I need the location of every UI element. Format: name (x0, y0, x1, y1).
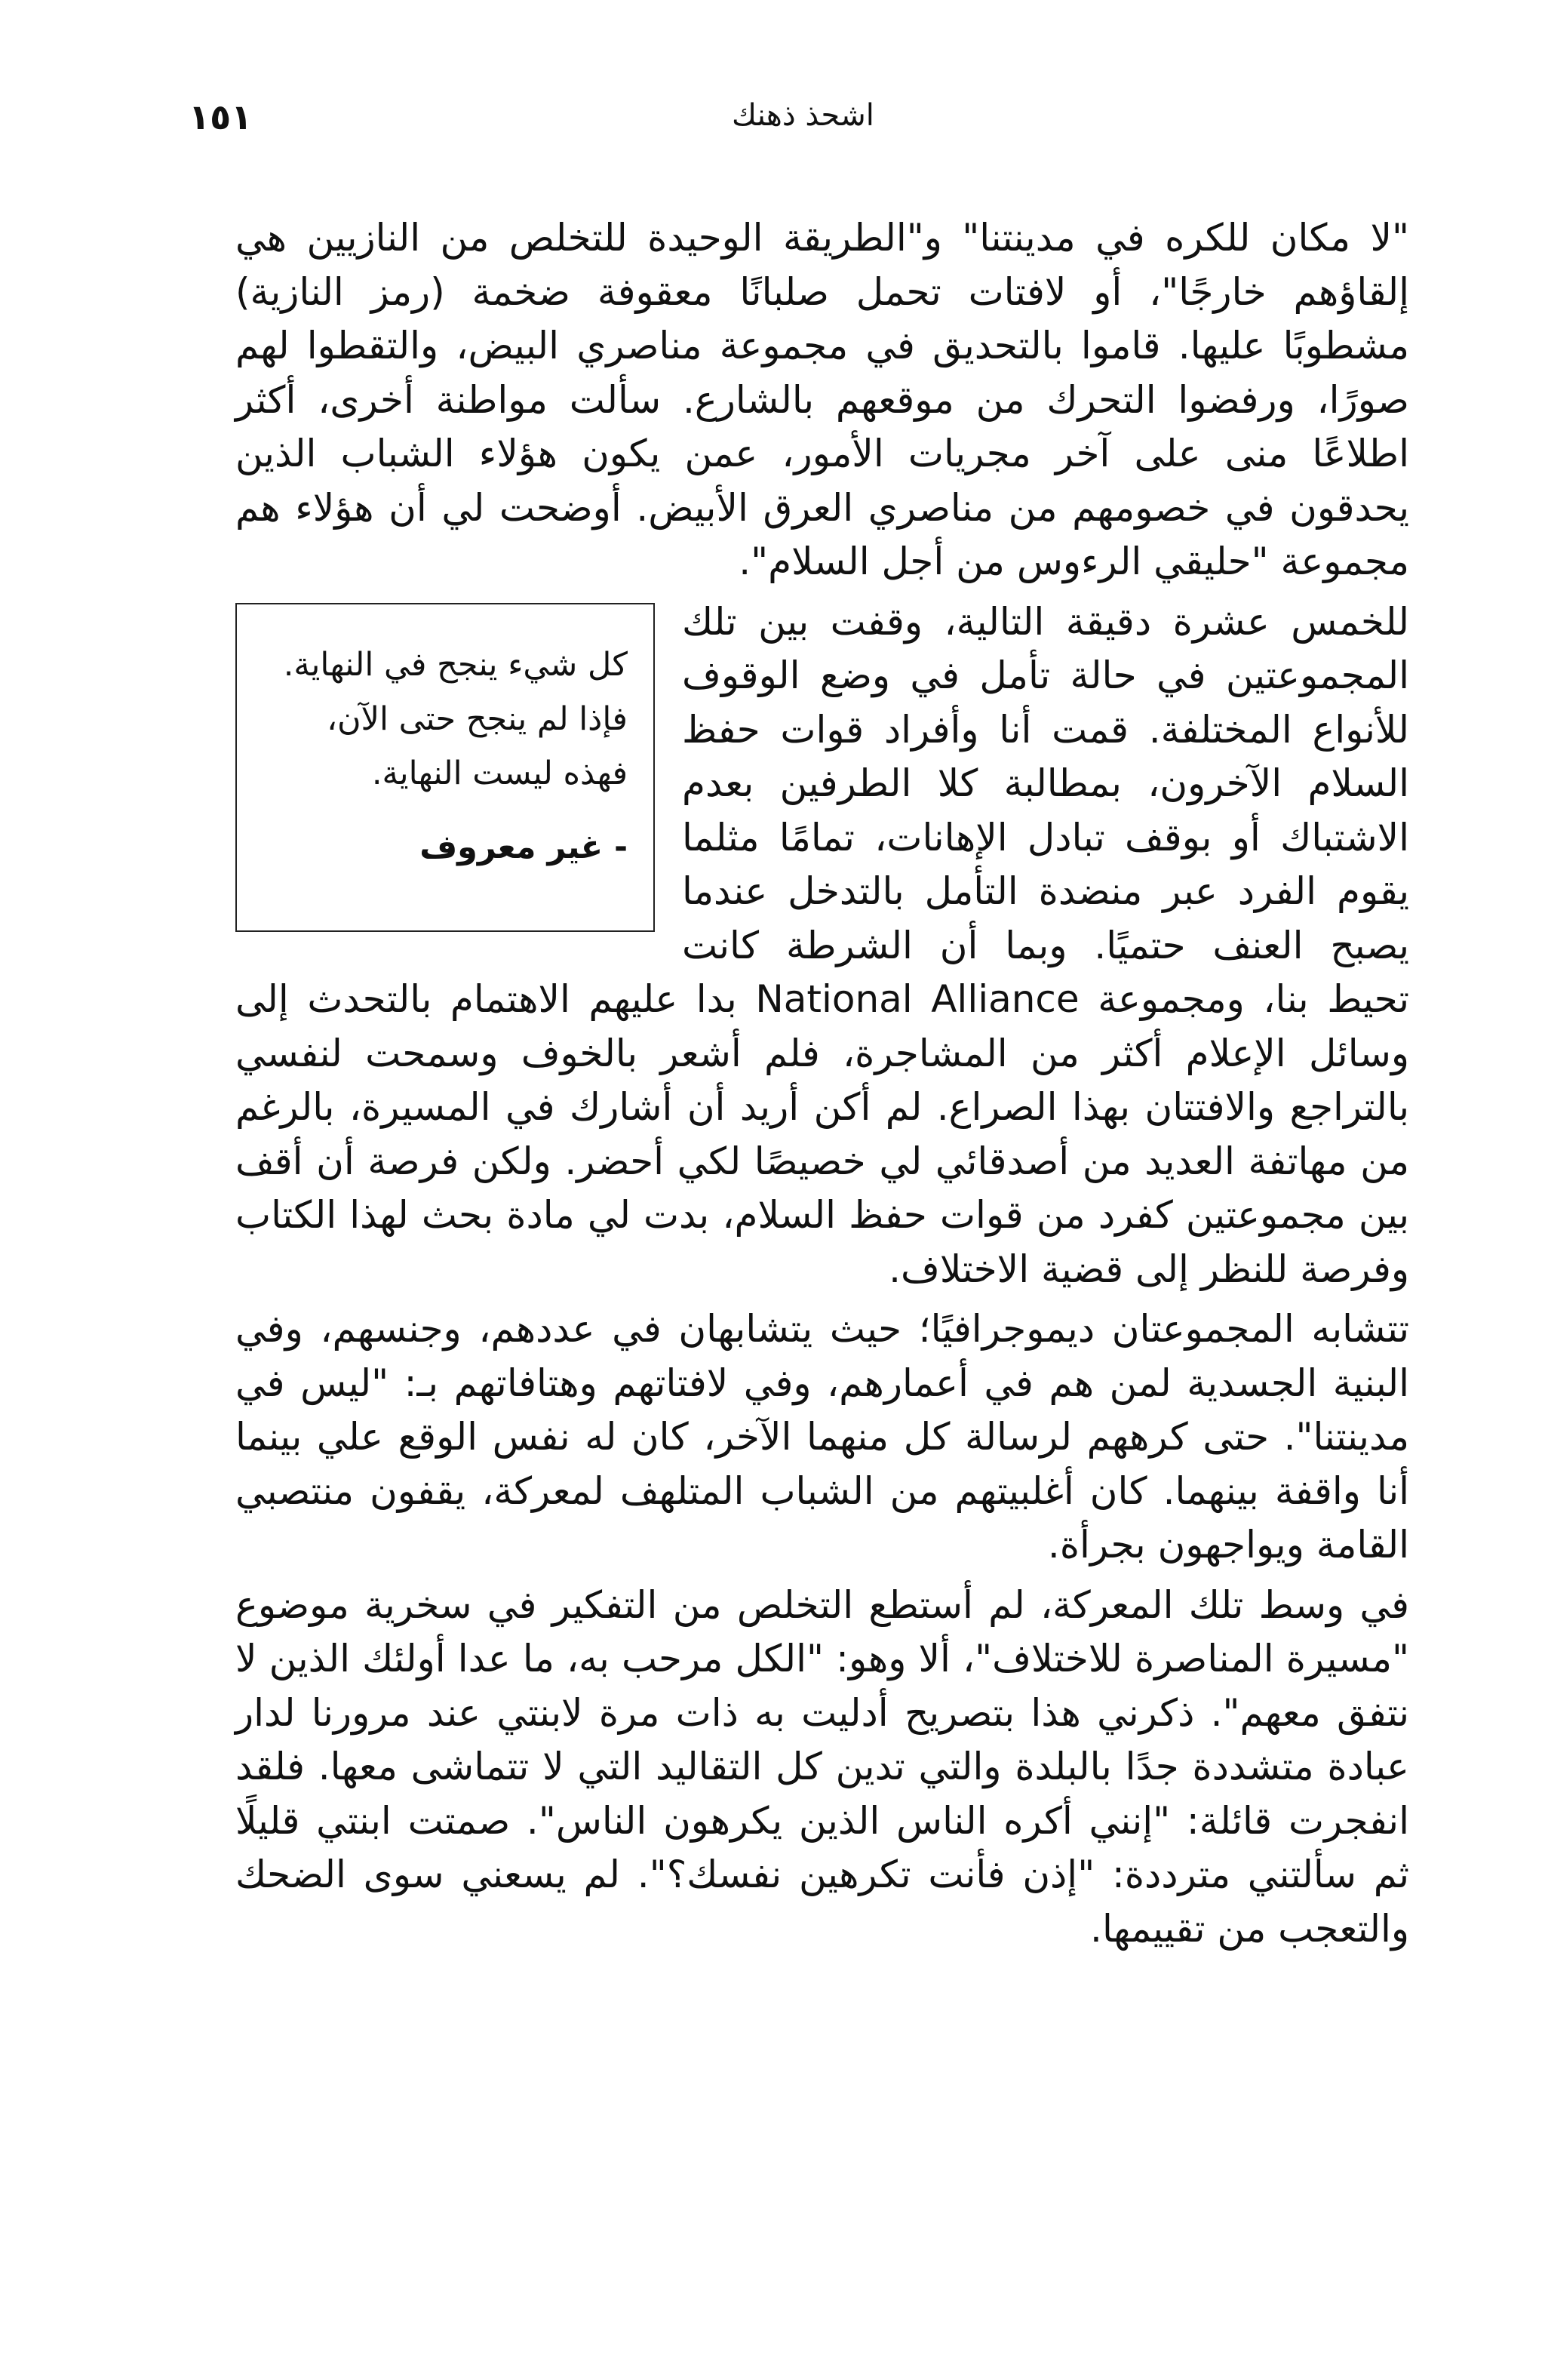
paragraph-4: في وسط تلك المعركة، لم أستطع التخلص من التفكير في سخرية موضوع "مسيرة المناصرة للاختلاف"، ألا وهو: "الكل مرحب به، ما عدا أولئك الذين لا نتفق معهم". ذكرني هذا بتصريح أدليت به ذات مرة لابنتي عند مرورنا لدار عبادة متشددة جدًا بالبلدة والتي تدين كل التقاليد التي لا تتماشى معها. فلقد انفجرت قائلة: "إنني أكره الناس الذين يكرهون الناس". صمتت ابنتي قليلًا ثم سألتني مترددة: "إذن فأنت تكرهين نفسك؟". لم يسعني سوى الضحك والتعجب من تقييمها. (235, 1582, 1409, 1951)
running-title: اشحذ ذهنك (732, 98, 874, 133)
body-text (235, 211, 1409, 1962)
quote-line-2: فإذا لم ينجح حتى الآن، (327, 700, 628, 738)
sidebar-quote-box (235, 603, 655, 932)
running-header (189, 97, 1364, 149)
paragraph-1: "لا مكان للكره في مدينتنا" و"الطريقة الوحيدة للتخلص من النازيين هي إلقاؤهم خارجًا"، أو لافتات تحمل صلبانًا معقوفة ضخمة (رمز النازية) مشطوبًا عليها. قاموا بالتحديق في مجموعة مناصري البيض، والتقطوا لهم صورًا، ورفضوا التحرك من موقعهم بالشارع. سألت مواطنة أخرى، أكثر اطلاعًا منى على آخر مجريات الأمور، عمن يكون هؤلاء الشباب الذين يحدقون في خصومهم من مناصري العرق الأبيض. أوضحت لي أن هؤلاء هم مجموعة "حليقي الرءوس من أجل السلام". (235, 216, 1409, 583)
paragraph-3: تتشابه المجموعتان ديموجرافيًا؛ حيث يتشابهان في عددهم، وجنسهم، وفي البنية الجسدية لمن هم في أعمارهم، وفي لافتاتهم وهتافاتهم بـ: "ليس في مدينتنا". حتى كرههم لرسالة كل منهما الآخر، كان له نفس الوقع علي بينما أنا واقفة بينهما. كان أغلبيتهم من الشباب المتلهف لمعركة، يقفون منتصبي القامة ويواجهون بجرأة. (235, 1307, 1409, 1567)
quote-line-1: كل شيء ينجح في النهاية. (283, 645, 628, 684)
quote-attribution: - غير معروف (419, 828, 628, 866)
quote-line-3: فهذه ليست النهاية. (371, 754, 628, 792)
paragraph-2: للخمس عشرة دقيقة التالية، وقفت بين تلك المجموعتين في حالة تأمل في وضع الوقوف للأنواع المختلفة. قمت أنا وأفراد قوات حفظ السلام الآخرون، بمطالبة كلا الطرفين بعدم الاشتباك أو بوقف تبادل الإهانات، تمامًا مثلما يقوم الفرد عبر منضدة التأمل بالتدخل عندما يصبح العنف حتميًا. وبما أن الشرطة كانت تحيط بنا، ومجموعة National Alliance بدا عليهم الاهتمام بالتحدث إلى وسائل الإعلام أكثر من المشاجرة، فلم أشعر بالخوف وسمحت لنفسي بالتراجع والافتتان بهذا الصراع. لم أكن أريد أن أشارك في المسيرة، بالرغم من مهاتفة العديد من أصدقائي لي خصيصًا لكي أحضر. ولكن فرصة أن أقف بين مجموعتين كفرد من قوات حفظ السلام، بدت لي مادة بحث لهذا الكتاب وفرصة للنظر إلى قضية الاختلاف. (235, 599, 1409, 1291)
page-number: ١٥١ (189, 97, 253, 137)
